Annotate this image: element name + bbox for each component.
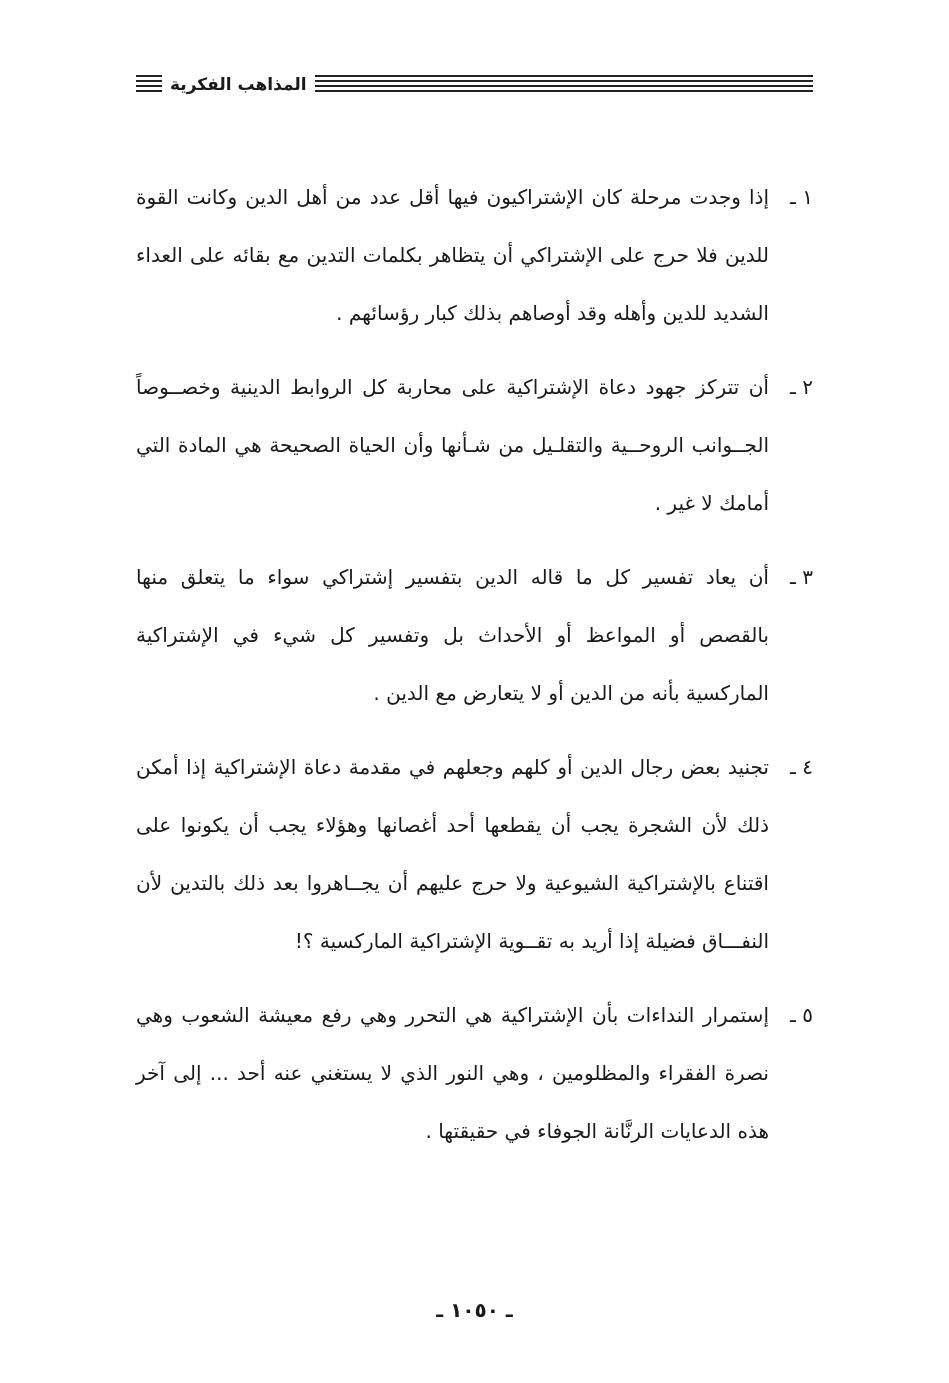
list-item — [136, 168, 813, 342]
list-item — [136, 738, 813, 970]
list-item-number: ١ ـ — [790, 185, 813, 209]
list-item-number: ٥ ـ — [790, 1003, 813, 1027]
list-item-number: ٣ ـ — [790, 565, 813, 589]
header-rule-long — [315, 75, 813, 95]
list-item-text: أن يعاد تفسير كل ما قاله الدين بتفسير إشتراكي سواء ما يتعلق منها بالقصص أو المواعظ أو الأحداث بل وتفسير كل شيء في الإشتراكية الماركسية بأنه من الدين أو لا يتعارض مع الدين . — [136, 565, 769, 705]
running-header — [136, 70, 813, 100]
list-item — [136, 358, 813, 532]
list-item-text: إستمرار النداءات بأن الإشتراكية هي التحرر وهي رفع معيشة الشعوب وهي نصرة الفقراء والمظلومين ، وهي النور الذي لا يستغني عنه أحد ... إلى آخر هذه الدعايات الرنَّانة الجوفاء في حقيقتها . — [136, 1003, 769, 1143]
list-item-text: أن تتركز جهود دعاة الإشتراكية على محاربة كل الروابط الدينية وخصــوصاً الجــوانب الروحــية والتقلـيل من شـأنها وأن الحياة الصحيحة هي المادة التي أمامك لا غير . — [136, 375, 769, 515]
list-item — [136, 548, 813, 722]
list-item-text: تجنيد بعض رجال الدين أو كلهم وجعلهم في مقدمة دعاة الإشتراكية إذا أمكن ذلك لأن الشجرة يجب أن يقطعها أحد أغصانها وهؤلاء يجب أن يكونوا على اقتناع بالإشتراكية الشيوعية ولا حرج عليهم أن يجــاهروا بعد ذلك بالتدين لأن النفـــاق فضيلة إذا أريد به تقــوية الإشتراكية الماركسية ؟! — [136, 755, 769, 953]
list-item-number: ٢ ـ — [790, 375, 813, 399]
running-header-title: المذاهب الفكرية — [170, 75, 307, 95]
list-item-text: إذا وجدت مرحلة كان الإشتراكيون فيها أقل عدد من أهل الدين وكانت القوة للدين فلا حرج على الإشتراكي أن يتظاهر بكلمات التدين مع بقائه على العداء الشديد للدين وأهله وقد أوصاهم بذلك كبار رؤسائهم . — [136, 185, 769, 325]
list-item — [136, 986, 813, 1160]
page-number: ـ ١٠٥٠ ـ — [436, 1298, 513, 1322]
list-item-number: ٤ ـ — [790, 755, 813, 779]
header-rule-short — [136, 75, 162, 95]
body-text — [136, 168, 813, 1176]
